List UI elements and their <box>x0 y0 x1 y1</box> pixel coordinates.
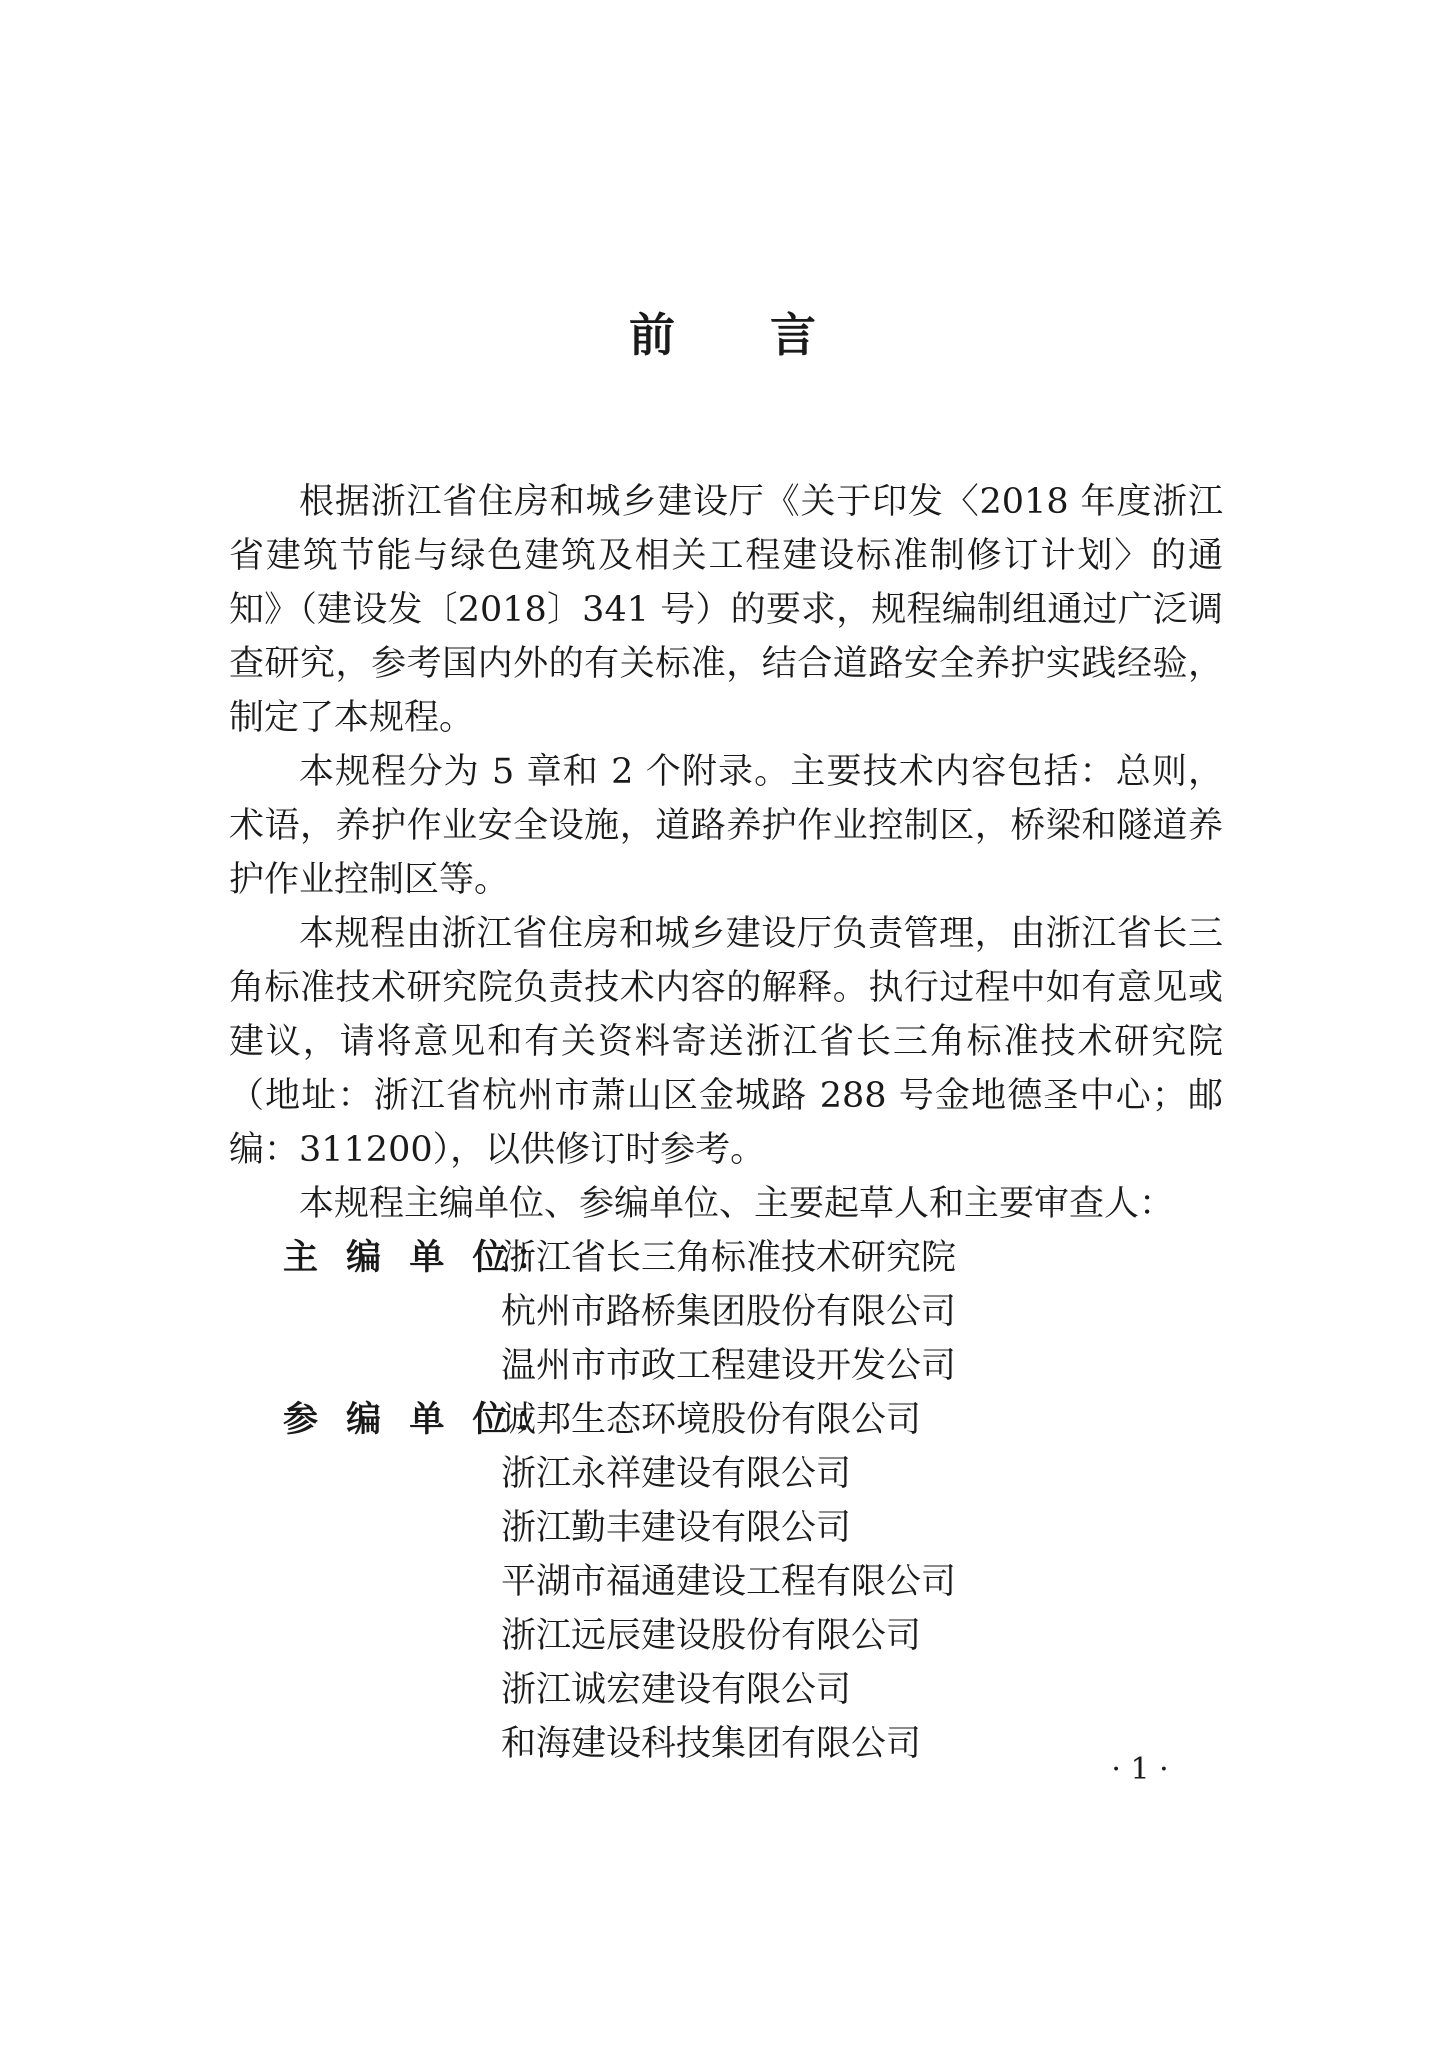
paragraph-basis: 根据浙江省住房和城乡建设厅《关于印发〈2018 年度浙江省建筑节能与绿色建筑及相关工程建设标准制修订计划〉的通知》（建设发〔2018〕341 号）的要求，规程编制组通过广泛调查研究，参考国内外的有关标准，结合道路安全养护实践经验，制定了本规程。 <box>229 482 1223 738</box>
list-item: 浙江诚宏建设有限公司 <box>501 1670 852 1710</box>
paragraph-units-intro: 本规程主编单位、参编单位、主要起草人和主要审查人： <box>299 1184 1175 1224</box>
list-item: 浙江永祥建设有限公司 <box>501 1454 852 1494</box>
list-item: 杭州市路桥集团股份有限公司 <box>501 1292 957 1332</box>
list-item: 平湖市福通建设工程有限公司 <box>501 1562 957 1602</box>
list-item: 温州市市政工程建设开发公司 <box>501 1346 957 1386</box>
list-item: 浙江省长三角标准技术研究院 <box>501 1238 957 1278</box>
list-item: 诚邦生态环境股份有限公司 <box>501 1400 922 1440</box>
chief-editor-label: 主 编 单 位： <box>283 1238 559 1278</box>
participating-editor-units <box>501 1393 1243 1771</box>
page-title <box>0 305 1445 365</box>
chief-editor-row <box>283 1231 1243 1393</box>
title-char-2: 言 <box>770 308 816 362</box>
list-item: 浙江勤丰建设有限公司 <box>501 1508 852 1548</box>
editor-units-list <box>283 1231 1243 1771</box>
paragraph-management: 本规程由浙江省住房和城乡建设厅负责管理，由浙江省长三角标准技术研究院负责技术内容的解释。执行过程中如有意见或建议，请将意见和有关资料寄送浙江省长三角标准技术研究院（地址：浙江省杭州市萧山区金城路 288 号金地德圣中心；邮编：311200），以供修订时参考。 <box>229 914 1223 1170</box>
paragraph-contents: 本规程分为 5 章和 2 个附录。主要技术内容包括：总则，术语，养护作业安全设施，道路养护作业控制区，桥梁和隧道养护作业控制区等。 <box>229 752 1223 900</box>
list-item: 和海建设科技集团有限公司 <box>501 1724 922 1764</box>
page-number: · 1 · <box>1111 1752 1169 1787</box>
participating-editor-row <box>283 1393 1243 1771</box>
title-char-1: 前 <box>629 308 675 362</box>
list-item: 浙江远辰建设股份有限公司 <box>501 1616 922 1656</box>
participating-editor-label: 参 编 单 位： <box>283 1400 559 1440</box>
chief-editor-units <box>501 1231 1243 1393</box>
preface-body <box>229 475 1223 1231</box>
